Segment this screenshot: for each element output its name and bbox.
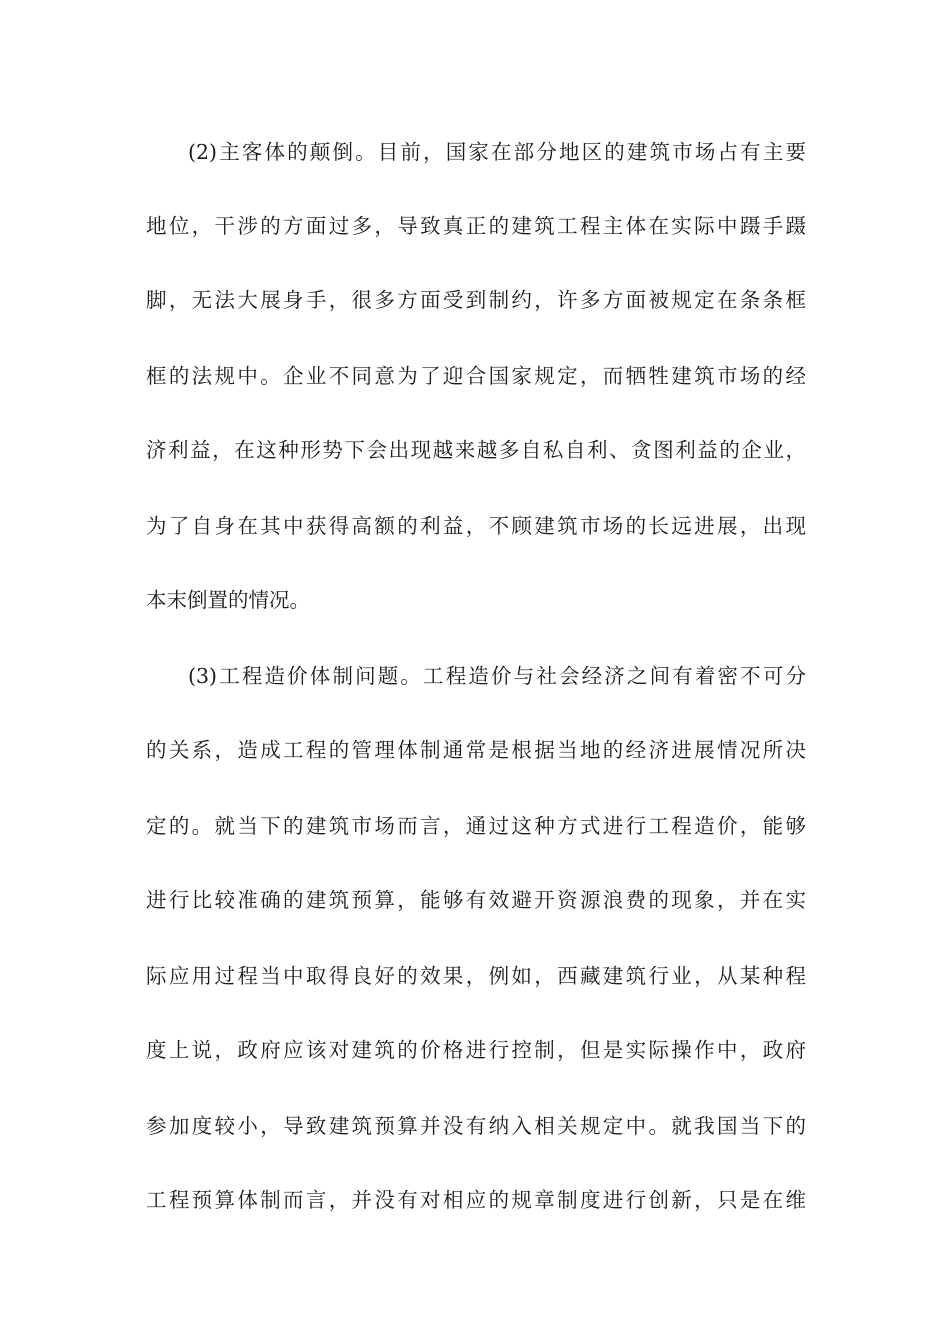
text-line: 工程预算体制而言，并没有对相应的规章制度进行创新，只是在维	[146, 1188, 806, 1212]
text-line: 定的。就当下的建筑市场而言，通过这种方式进行工程造价，能够	[146, 814, 806, 838]
text-line: 脚，无法大展身手，很多方面受到制约，许多方面被规定在条条框	[146, 288, 806, 312]
text-line: 参加度较小，导致建筑预算并没有纳入相关规定中。就我国当下的	[146, 1114, 806, 1138]
text-line: 为了自身在其中获得高额的利益，不顾建筑市场的长远进展，出现	[146, 514, 806, 538]
text-line: 进行比较准确的建筑预算，能够有效避开资源浪费的现象，并在实	[146, 888, 806, 912]
text-line: (2)主客体的颠倒。目前，国家在部分地区的建筑市场占有主要	[188, 140, 806, 164]
text-line: 地位，干涉的方面过多，导致真正的建筑工程主体在实际中蹑手蹑	[146, 214, 806, 238]
text-line: 济利益，在这种形势下会出现越来越多自私自利、贪图利益的企业，	[146, 438, 806, 462]
text-line: (3)工程造价体制问题。工程造价与社会经济之间有着密不可分	[188, 664, 806, 688]
text-line: 框的法规中。企业不同意为了迎合国家规定，而牺牲建筑市场的经	[146, 364, 806, 388]
text-line: 的关系，造成工程的管理体制通常是根据当地的经济进展情况所决	[146, 738, 806, 762]
text-line: 本末倒置的情况。	[146, 588, 310, 612]
text-line: 度上说，政府应该对建筑的价格进行控制，但是实际操作中，政府	[146, 1038, 806, 1062]
text-line: 际应用过程当中取得良好的效果，例如，西藏建筑行业，从某种程	[146, 964, 806, 988]
